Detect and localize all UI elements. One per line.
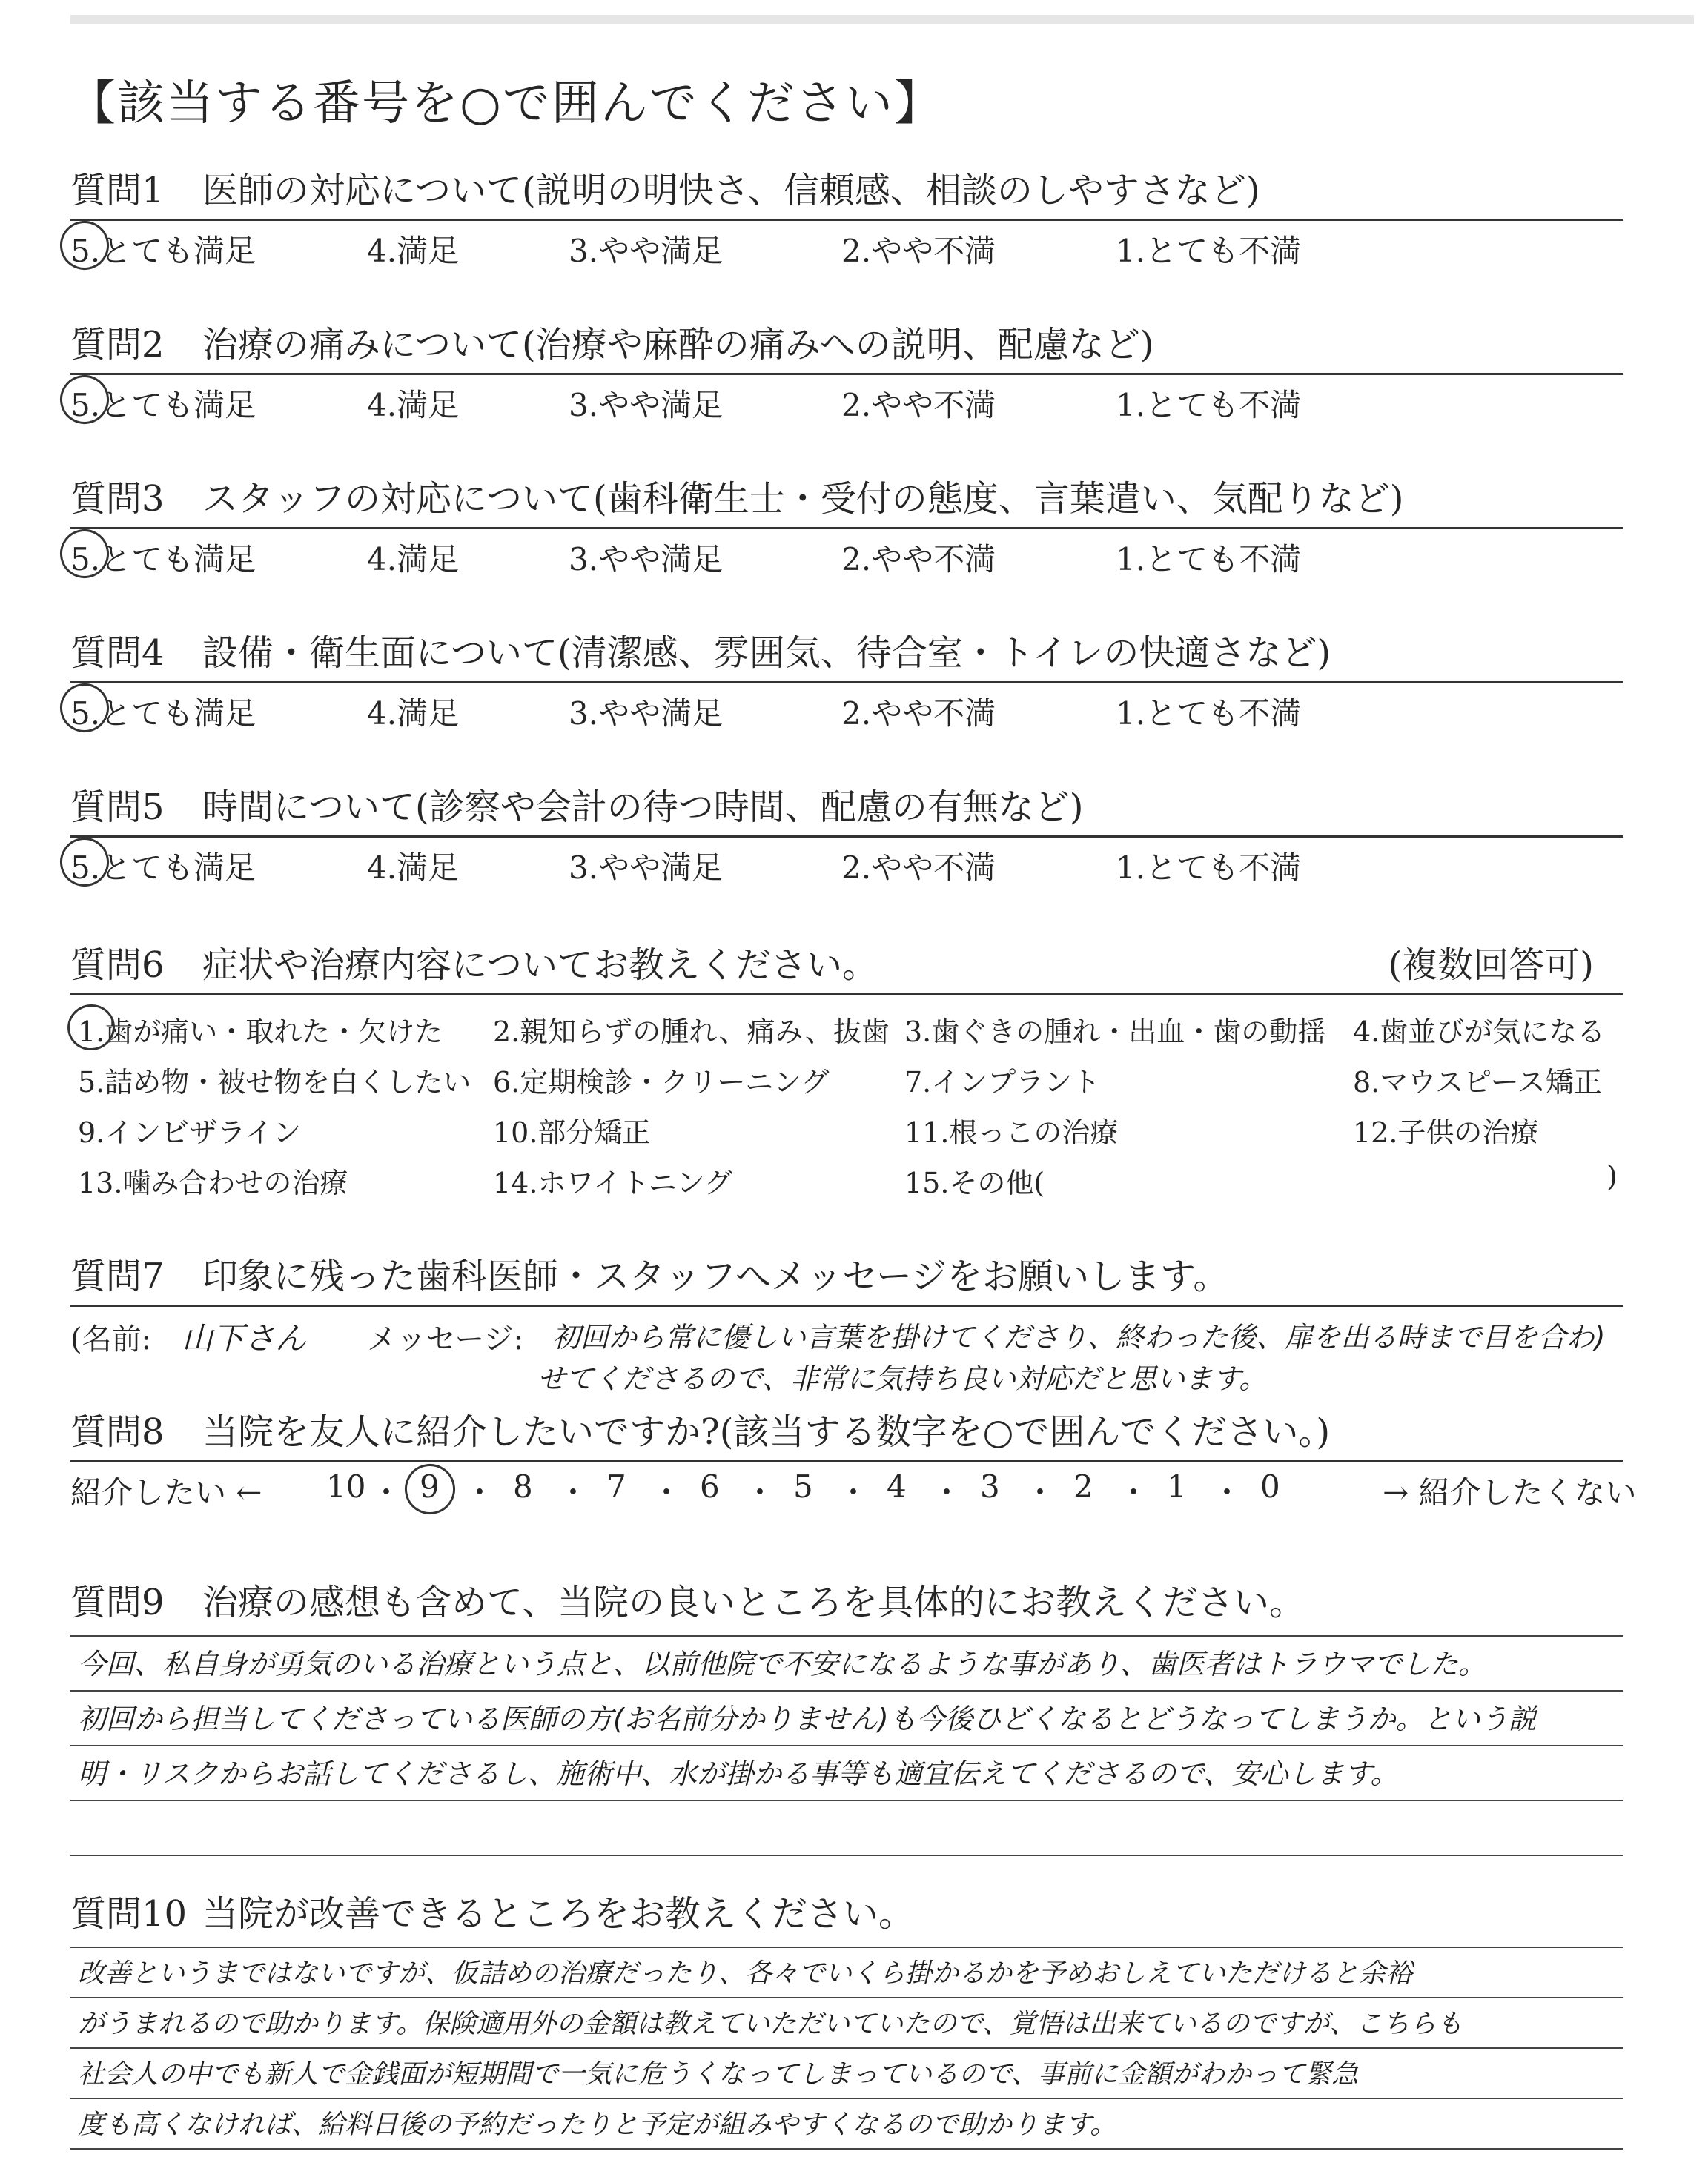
scale-right-label: → 紹介したくない <box>1383 1474 1637 1511</box>
handwritten-answer: 社会人の中でも新人で金銭面が短期間で一気に危うくなってしまっているので、事前に金額がわかって緊急 <box>78 2059 1359 2090</box>
name-value: 山下さん <box>182 1320 307 1356</box>
rating-option[interactable]: 5.とても満足 <box>70 849 256 886</box>
symptom-option[interactable]: 1.歯が痛い・取れた・欠けた <box>78 1016 443 1048</box>
symptom-option[interactable]: 11.根っこの治療 <box>904 1116 1119 1149</box>
symptom-option[interactable]: 2.親知らずの腫れ、痛み、抜歯 <box>493 1016 890 1048</box>
answer-line <box>70 2148 1623 2150</box>
question-number: 質問1 <box>70 170 165 211</box>
rating-option[interactable]: 3.やや満足 <box>569 233 724 269</box>
question-text: 医師の対応について(説明の明快さ、信頼感、相談のしやすさなど) <box>202 170 1260 211</box>
scale-dot: ・ <box>838 1474 870 1511</box>
scale-number[interactable]: 0 <box>1260 1468 1280 1505</box>
rating-option[interactable]: 5.とても満足 <box>70 387 256 423</box>
page-title: 【該当する番号を○で囲んでください】 <box>68 76 943 131</box>
answer-line <box>70 1855 1623 1856</box>
question-number: 質問10 <box>70 1893 188 1935</box>
symptom-option[interactable]: 9.インビザライン <box>78 1116 302 1149</box>
question-8 <box>70 1408 1637 1522</box>
scale-number[interactable]: 5 <box>793 1468 813 1505</box>
handwritten-answer: 今回、私自身が勇気のいる治療という点と、以前他院で不安になるような事があり、歯医者はトラウマでした。 <box>78 1648 1487 1680</box>
scan-top-edge <box>70 15 1694 24</box>
message-label: メッセージ: <box>367 1322 524 1356</box>
rating-options <box>70 529 1623 578</box>
rating-option[interactable]: 1.とても不満 <box>1116 695 1302 732</box>
recommend-scale <box>70 1462 1637 1522</box>
scale-dot: ・ <box>651 1474 683 1511</box>
rating-options <box>70 838 1623 887</box>
answer-line <box>70 2098 1623 2099</box>
rating-option[interactable]: 5.とても満足 <box>70 541 256 577</box>
scale-number[interactable]: 10 <box>326 1468 366 1505</box>
answer-lines <box>70 1938 1623 2160</box>
question-text: スタッフの対応について(歯科衛生士・受付の態度、言葉遣い、気配りなど) <box>202 478 1404 520</box>
answer-line <box>70 1745 1623 1746</box>
scale-dot: ・ <box>371 1474 403 1511</box>
message-line-1: 初回から常に優しい言葉を掛けてくださり、終わった後、扉を出る時まで目を合わ) <box>552 1321 1606 1354</box>
rating-option[interactable]: 5.とても満足 <box>70 233 256 269</box>
scale-number[interactable]: 8 <box>513 1468 533 1505</box>
answer-line <box>70 1947 1623 1948</box>
question-text: 設備・衛生面について(清潔感、雰囲気、待合室・トイレの快適さなど) <box>202 632 1331 674</box>
question-number: 質問6 <box>70 944 165 986</box>
rating-option[interactable]: 4.満足 <box>367 387 460 423</box>
rating-option[interactable]: 3.やや満足 <box>569 387 724 423</box>
scale-number[interactable]: 6 <box>700 1468 720 1505</box>
question-text: 症状や治療内容についてお教えください。 <box>202 944 878 986</box>
answer-line <box>70 1800 1623 1801</box>
symptom-option[interactable]: 10.部分矯正 <box>493 1116 651 1149</box>
question-number: 質問9 <box>70 1582 165 1623</box>
question-number: 質問2 <box>70 324 165 365</box>
handwritten-answer: 改善というまではないですが、仮詰めの治療だったり、各々でいくら掛かるかを予めおしえていただけると余裕 <box>78 1958 1413 1989</box>
handwritten-answer: 明・リスクからお話してくださるし、施術中、水が掛かる事等も適宜伝えてくださるので、安心します。 <box>78 1758 1399 1790</box>
answer-line <box>70 1635 1623 1637</box>
symptom-option[interactable]: 4.歯並びが気になる <box>1353 1016 1606 1048</box>
scale-dot: ・ <box>744 1474 776 1511</box>
answer-line <box>70 2047 1623 2049</box>
symptom-options <box>70 995 1623 1210</box>
rating-option[interactable]: 3.やや満足 <box>569 541 724 577</box>
handwritten-answer: 度も高くなければ、給料日後の予約だったりと予定が組みやすくなるので助かります。 <box>78 2110 1117 2140</box>
scale-number[interactable]: 7 <box>606 1468 626 1505</box>
symptom-option[interactable]: ) <box>1606 1160 1618 1193</box>
scale-dot: ・ <box>464 1474 496 1511</box>
rating-option[interactable]: 3.やや満足 <box>569 849 724 886</box>
symptom-option[interactable]: 5.詰め物・被せ物を白くしたい <box>78 1066 471 1099</box>
rating-option[interactable]: 2.やや不満 <box>841 233 996 269</box>
question-number: 質問4 <box>70 632 165 674</box>
question-text: 治療の痛みについて(治療や麻酔の痛みへの説明、配慮など) <box>202 324 1154 365</box>
question-text: 治療の感想も含めて、当院の良いところを具体的にお教えください。 <box>202 1582 1305 1623</box>
symptom-option[interactable]: 12.子供の治療 <box>1353 1116 1539 1149</box>
question-text: 時間について(診察や会計の待つ時間、配慮の有無など) <box>202 786 1084 828</box>
question-number: 質問8 <box>70 1411 165 1453</box>
answer-lines <box>70 1626 1623 1871</box>
symptom-option[interactable]: 14.ホワイトニング <box>493 1167 733 1199</box>
rating-option[interactable]: 4.満足 <box>367 233 460 269</box>
question-10 <box>70 1890 1623 2160</box>
question-text: 当院が改善できるところをお教えください。 <box>202 1893 915 1935</box>
rating-option[interactable]: 4.満足 <box>367 541 460 577</box>
rating-options <box>70 375 1623 424</box>
scale-number[interactable]: 1 <box>1167 1468 1187 1505</box>
rating-option[interactable]: 2.やや不満 <box>841 849 996 886</box>
question-4 <box>70 629 1623 732</box>
scale-dot: ・ <box>931 1474 963 1511</box>
question-9 <box>70 1579 1623 1871</box>
rating-option[interactable]: 1.とても不満 <box>1116 233 1302 269</box>
symptom-option[interactable]: 6.定期検診・クリーニング <box>493 1066 830 1099</box>
question-7 <box>70 1253 1623 1403</box>
scale-number[interactable]: 2 <box>1073 1468 1093 1505</box>
scale-dot: ・ <box>557 1474 589 1511</box>
rating-options <box>70 221 1623 270</box>
rating-option[interactable]: 1.とても不満 <box>1116 541 1302 577</box>
question-number: 質問7 <box>70 1256 165 1297</box>
scale-number[interactable]: 3 <box>980 1468 1000 1505</box>
rating-option[interactable]: 3.やや満足 <box>569 695 724 732</box>
scale-number[interactable]: 9 <box>420 1468 440 1505</box>
answer-line <box>70 1690 1623 1692</box>
answer-line <box>70 1997 1623 1998</box>
message-line-2: せてくださるので、非常に気持ち良い対応だと思います。 <box>537 1362 1268 1395</box>
rating-option[interactable]: 5.とても満足 <box>70 695 256 732</box>
rating-option[interactable]: 2.やや不満 <box>841 541 996 577</box>
symptom-option[interactable]: 8.マウスピース矯正 <box>1353 1066 1602 1099</box>
symptom-option[interactable]: 15.その他( <box>904 1167 1045 1199</box>
scale-dot: ・ <box>1118 1474 1150 1511</box>
symptom-option[interactable]: 13.噛み合わせの治療 <box>78 1167 348 1199</box>
scale-dot: ・ <box>1025 1474 1056 1511</box>
rating-options <box>70 683 1623 732</box>
question-number: 質問3 <box>70 478 165 520</box>
scale-number[interactable]: 4 <box>887 1468 907 1505</box>
question-2 <box>70 321 1623 424</box>
question-3 <box>70 475 1623 578</box>
question-5 <box>70 784 1623 887</box>
symptom-option[interactable]: 7.インプラント <box>904 1066 1101 1099</box>
symptom-option[interactable]: 3.歯ぐきの腫れ・出血・歯の動揺 <box>904 1016 1326 1048</box>
scale-dot: ・ <box>1211 1474 1243 1511</box>
rating-option[interactable]: 4.満足 <box>367 849 460 886</box>
rating-option[interactable]: 1.とても不満 <box>1116 849 1302 886</box>
rating-option[interactable]: 2.やや不満 <box>841 695 996 732</box>
rating-option[interactable]: 2.やや不満 <box>841 387 996 423</box>
rating-option[interactable]: 4.満足 <box>367 695 460 732</box>
question-text: 印象に残った歯科医師・スタッフへメッセージをお願いします。 <box>202 1256 1229 1297</box>
question-6 <box>70 941 1623 1210</box>
handwritten-answer: がうまれるので助かります。保険適用外の金額は教えていただいていたので、覚悟は出来ているのですが、こちらも <box>78 2009 1463 2039</box>
handwritten-answer: 初回から担当してくださっている医師の方(お名前分かりません)も今後ひどくなるとどうなってしまうか。という説 <box>78 1703 1537 1735</box>
multiple-answer-note: (複数回答可) <box>1388 944 1594 986</box>
question-number: 質問5 <box>70 786 165 828</box>
question-1 <box>70 167 1623 270</box>
question-text: 当院を友人に紹介したいですか?(該当する数字を○で囲んでください。) <box>202 1411 1331 1453</box>
scale-left-label: 紹介したい ← <box>70 1474 262 1511</box>
rating-option[interactable]: 1.とても不満 <box>1116 387 1302 423</box>
name-label: (名前: <box>70 1322 152 1356</box>
